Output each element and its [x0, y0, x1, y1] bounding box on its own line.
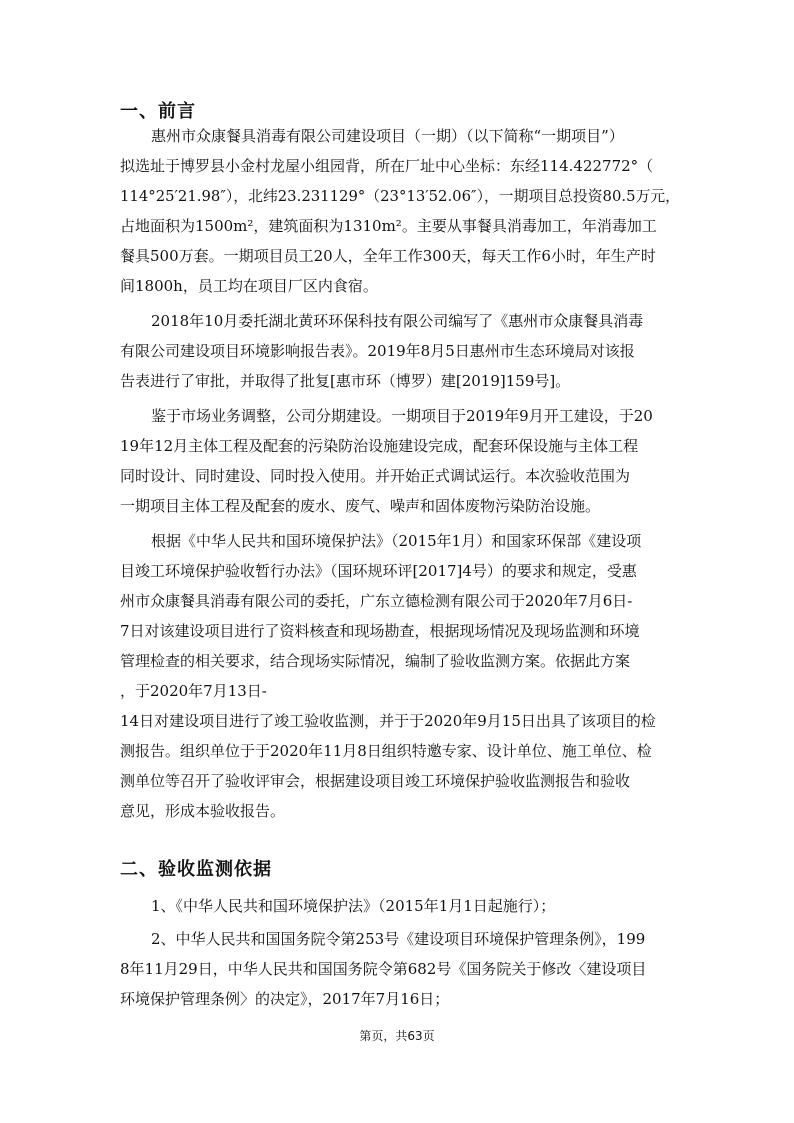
paragraph-line: 餐具500万套。一期项目员工20人，全年工作300天，每天工作6小时，年生产时 [120, 247, 656, 265]
paragraph-line: 管理检查的相关要求，结合现场实际情况，编制了验收监测方案。依据此方案 [120, 652, 631, 670]
paragraph-line: 目竣工环境保护验收暂行办法》（国环规环评[2017]4号）的要求和规定，受惠 [120, 562, 637, 580]
paragraph-line: 7日对该建设项目进行了资料核查和现场勘查，根据现场情况及现场监测和环境 [120, 622, 640, 640]
paragraph-line: 鉴于市场业务调整，公司分期建设。一期项目于2019年9月开工建设，于20 [151, 407, 653, 425]
paragraph-line: 测报告。组织单位于于2020年11月8日组织特邀专家、设计单位、施工单位、检 [120, 742, 652, 760]
paragraph-line: 19年12月主体工程及配套的污染防治设施建设完成，配套环保设施与主体工程 [120, 437, 639, 455]
paragraph-line: 2018年10月委托湖北黄环环保科技有限公司编写了《惠州市众康餐具消毒 [151, 312, 644, 330]
paragraph-line: 同时设计、同时建设、同时投入使用。并开始正式调试运行。本次验收范围为 [120, 467, 631, 485]
paragraph-line: 根据《中华人民共和国环境保护法》（2015年1月）和国家环保部《建设项 [151, 532, 642, 550]
paragraph-line: 惠州市众康餐具消毒有限公司建设项目（一期）（以下简称“一期项目”） [151, 127, 624, 145]
paragraph-line: 占地面积为1500m²，建筑面积为1310m²。主要从事餐具消毒加工，年消毒加工 [120, 217, 657, 235]
paragraph-line: 意见，形成本验收报告。 [120, 802, 286, 820]
paragraph-line: 州市众康餐具消毒有限公司的委托，广东立德检测有限公司于2020年7月6日- [120, 592, 633, 610]
paragraph-line: 14日对建设项目进行了竣工验收监测，并于于2020年9月15日出具了该项目的检 [120, 712, 656, 730]
page-footer: 第页，共63页 [359, 1029, 435, 1043]
paragraph-line: 间1800h，员工均在项目厂区内食宿。 [120, 277, 378, 295]
paragraph-line: ，于2020年7月13日- [120, 682, 267, 700]
paragraph-line: 114°25′21.98″），北纬23.231129°（23°13′52.06″），一期项目总投资80.5万元， [120, 187, 681, 205]
paragraph-line: 测单位等召开了验收评审会，根据建设项目竣工环境保护验收监测报告和验收 [120, 772, 631, 790]
paragraph-line: 有限公司建设项目环境影响报告表》。2019年8月5日惠州市生态环境局对该报 [120, 342, 635, 360]
paragraph-line: 告表进行了审批，并取得了批复[惠市环（博罗）建[2019]159号]。 [120, 372, 571, 390]
list-item-continued: 环境保护管理条例〉的决定》，2017年7月16日； [120, 990, 450, 1008]
list-item-continued: 8年11月29日，中华人民共和国国务院令第682号《国务院关于修改〈建设项目 [120, 960, 647, 978]
section-heading-basis: 二、验收监测依据 [120, 859, 272, 880]
paragraph-line: 一期项目主体工程及配套的废水、废气、噪声和固体废物污染防治设施。 [120, 497, 601, 515]
list-item: 2、中华人民共和国国务院令第253号《建设项目环境保护管理条例》，199 [151, 930, 646, 948]
list-item: 1、《中华人民共和国环境保护法》（2015年1月1日起施行）； [151, 897, 556, 915]
section-heading-preface: 一、前言 [120, 101, 196, 122]
paragraph-line: 拟选址于博罗县小金村龙屋小组园背，所在厂址中心坐标：东经114.422772°（ [120, 157, 654, 175]
